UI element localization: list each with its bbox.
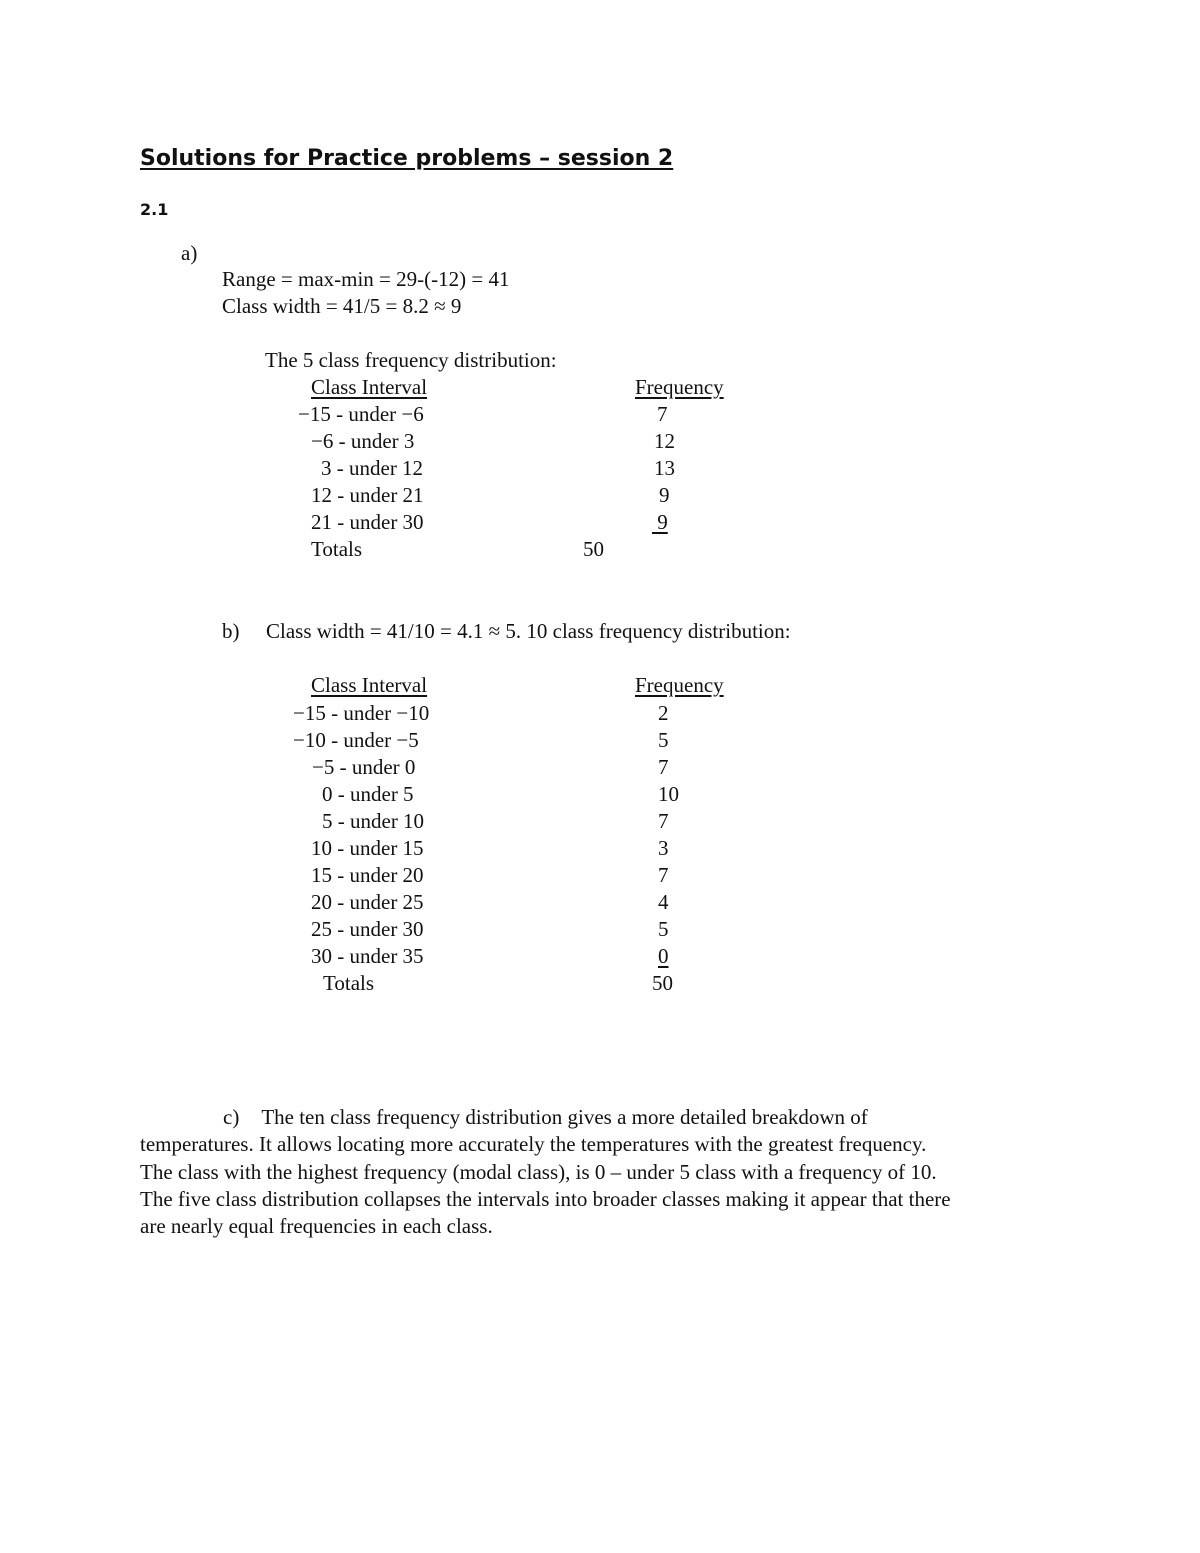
table-row-interval: 5 - under 10 (322, 809, 425, 833)
paragraph-line: The class with the highest frequency (modal class), is 0 – under 5 class with a frequency of 10. (140, 1159, 937, 1184)
table-row-frequency: 9 (652, 510, 668, 534)
table-row-frequency: 0 (658, 944, 669, 968)
table-row-frequency: 3 (658, 836, 669, 860)
table-row-interval: 25 - under 30 (311, 917, 424, 941)
table-row-interval: −5 - under 0 (312, 755, 416, 779)
table-row-frequency: 7 (658, 809, 669, 833)
table-row-interval: 3 - under 12 (321, 456, 424, 480)
problem-number: 2.1 (140, 200, 169, 219)
totals-label: Totals (311, 537, 363, 561)
table-row-frequency: 13 (654, 456, 675, 480)
paragraph-line: are nearly equal frequencies in each class. (140, 1214, 493, 1239)
table-row-interval: −6 - under 3 (311, 429, 415, 453)
table-row-frequency: 10 (658, 782, 679, 806)
table-row-frequency: 7 (657, 402, 668, 426)
paragraph-line: temperatures. It allows locating more accurately the temperatures with the greatest frequency. (140, 1132, 927, 1157)
totals-value: 50 (583, 537, 604, 561)
part-c-marker: c) (223, 1105, 240, 1129)
table-row-interval: 10 - under 15 (311, 836, 424, 860)
table-row-frequency: 7 (658, 755, 669, 779)
column-header-interval: Class Interval (311, 375, 428, 399)
table-row-frequency: 9 (659, 483, 670, 507)
totals-value: 50 (652, 971, 673, 995)
table-row-frequency: 5 (658, 917, 669, 941)
part-b-text: Class width = 41/10 = 4.1 ≈ 5. 10 class frequency distribution: (266, 619, 791, 643)
column-header-frequency: Frequency (635, 375, 724, 399)
totals-label: Totals (323, 971, 375, 995)
column-header-frequency: Frequency (635, 673, 724, 697)
table-row-frequency: 2 (658, 701, 669, 725)
class-width-line: Class width = 41/5 = 8.2 ≈ 9 (222, 294, 462, 318)
column-header-interval: Class Interval (311, 673, 428, 697)
range-line: Range = max-min = 29-(-12) = 41 (222, 267, 510, 291)
part-c-paragraph (140, 1104, 1060, 1240)
table-row-interval: 12 - under 21 (311, 483, 424, 507)
paragraph-line: The five class distribution collapses the intervals into broader classes making it appear that there (140, 1186, 951, 1211)
table-row-interval: 21 - under 30 (311, 510, 424, 534)
table-row-interval: −15 - under −6 (298, 402, 424, 426)
part-b-marker: b) (222, 619, 240, 643)
table-row-frequency: 12 (654, 429, 675, 453)
table-row-interval: 20 - under 25 (311, 890, 424, 914)
table-row-interval: 0 - under 5 (322, 782, 414, 806)
table-row-interval: −10 - under −5 (293, 728, 419, 752)
table-row-frequency: 7 (658, 863, 669, 887)
part-a-marker: a) (181, 241, 198, 265)
page-title: Solutions for Practice problems – session 2 (140, 146, 674, 171)
table-row-frequency: 4 (658, 890, 669, 914)
table-row-interval: 15 - under 20 (311, 863, 424, 887)
table-row-frequency: 5 (658, 728, 669, 752)
table-row-interval: −15 - under −10 (293, 701, 430, 725)
paragraph-line: The ten class frequency distribution gives a more detailed breakdown of (261, 1105, 868, 1129)
table-row-interval: 30 - under 35 (311, 944, 424, 968)
part-c-first-line (140, 1104, 1060, 1131)
distribution-title: The 5 class frequency distribution: (265, 348, 557, 372)
